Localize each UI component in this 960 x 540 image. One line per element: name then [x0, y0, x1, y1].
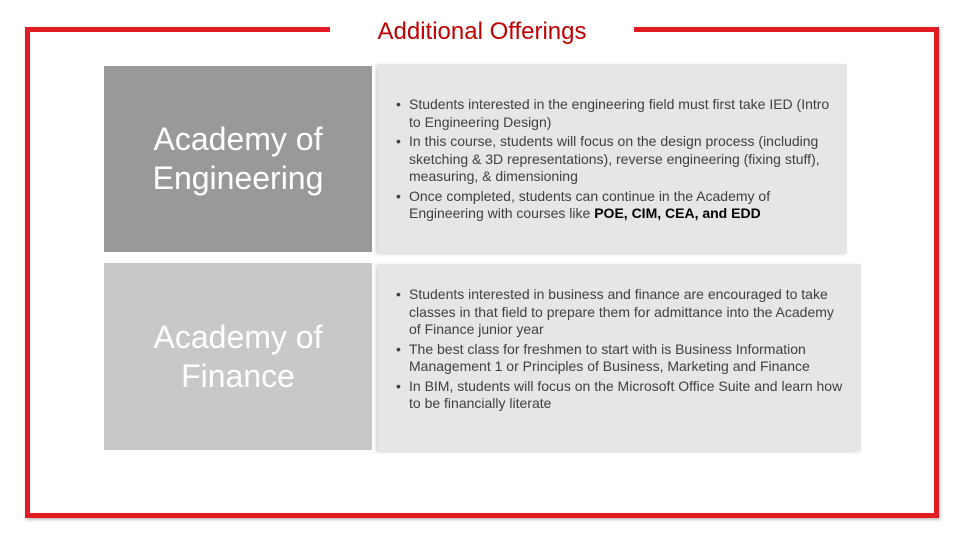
list-item [396, 341, 847, 376]
bullet-icon: • [396, 340, 401, 357]
bullet-icon: • [396, 96, 401, 112]
slide-title: Additional Offerings [377, 18, 587, 45]
bullet-icon: • [396, 286, 401, 302]
engineering-course-list: POE, CIM, CEA, and EDD [594, 205, 761, 221]
academy-finance-label [104, 263, 372, 450]
engineering-bullet-1: Students interested in the engineering field must first take IED (Intro to Engineering Design) [409, 96, 830, 130]
academy-engineering-label [104, 66, 372, 252]
finance-bullet-list [396, 286, 847, 413]
finance-bullet-1: Students interested in business and finance are encouraged to take classes in that field to prepare them for admittance into the Academy of Finance junior year [409, 286, 834, 337]
academy-engineering-details [378, 64, 847, 253]
list-item [396, 188, 833, 223]
academy-finance-details [378, 264, 861, 451]
list-item [396, 378, 847, 413]
bullet-icon: • [396, 187, 401, 204]
list-item [396, 133, 833, 186]
academy-engineering-label-line2: Engineering [152, 160, 324, 196]
academy-finance-label-line2: Finance [181, 357, 295, 394]
engineering-bullet-list [396, 96, 833, 223]
bullet-icon: • [396, 377, 401, 394]
list-item [396, 96, 833, 131]
engineering-bullet-3: Once completed, students can continue in the Academy of Engineering with courses like [409, 187, 771, 221]
list-item [396, 286, 847, 339]
engineering-bullet-2: In this course, students will focus on the design process (including sketching & 3D representations), reverse engineering (fixing stuff), measuring, & dimensioning [409, 133, 820, 184]
academy-finance-label-line1: Academy of [153, 318, 323, 355]
academy-engineering-label-line1: Academy of [153, 121, 323, 157]
bullet-icon: • [396, 133, 401, 149]
finance-bullet-2: The best class for freshmen to start with is Business Information Management 1 or Principles of Business, Marketing and Finance [409, 340, 810, 374]
finance-bullet-3: In BIM, students will focus on the Microsoft Office Suite and learn how to be financially literate [409, 377, 843, 411]
